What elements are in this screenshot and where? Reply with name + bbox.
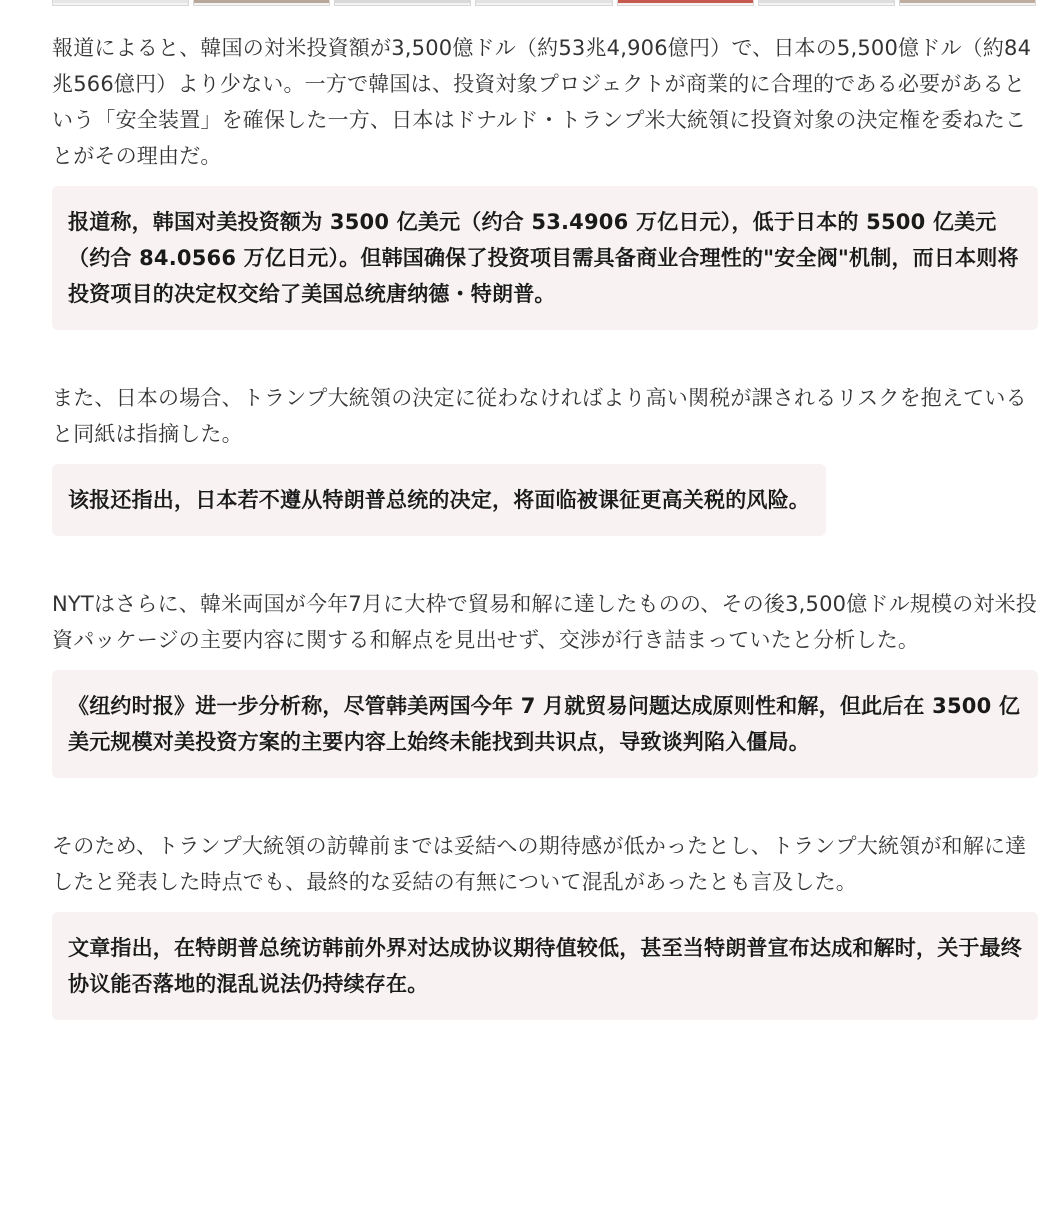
- chinese-translation-box: 报道称，韩国对美投资额为 3500 亿美元（约合 53.4906 万亿日元），低于日本的 5500 亿美元（约合 84.0566 万亿日元）。但韩国确保了投资项目需具备商业合理性的"安全阀"机制，而日本则将投资项目的决定权交给了美国总统唐纳德・特朗普。: [52, 186, 1038, 330]
- image-thumbnail-strip: [52, 0, 1036, 6]
- thumbnail-image[interactable]: [899, 0, 1036, 6]
- paragraph-spacer: [52, 536, 1038, 586]
- article-body: [52, 30, 1038, 1020]
- chinese-translation-box: 该报还指出，日本若不遵从特朗普总统的决定，将面临被课征更高关税的风险。: [52, 464, 826, 536]
- thumbnail-image[interactable]: [52, 0, 189, 6]
- thumbnail-image[interactable]: [193, 0, 330, 6]
- thumbnail-image[interactable]: [758, 0, 895, 6]
- japanese-paragraph: また、日本の場合、トランプ大統領の決定に従わなければより高い関税が課されるリスクを抱えていると同紙は指摘した。: [52, 386, 1027, 446]
- thumbnail-image[interactable]: [475, 0, 612, 6]
- chinese-translation-box: 文章指出，在特朗普总统访韩前外界对达成协议期待值较低，甚至当特朗普宣布达成和解时，关于最终协议能否落地的混乱说法仍持续存在。: [52, 912, 1038, 1020]
- japanese-paragraph: 報道によると、韓国の対米投資額が3,500億ドル（約53兆4,906億円）で、日本の5,500億ドル（約84兆566億円）より少ない。一方で韓国は、投資対象プロジェクトが商業的に合理的である必要があるという「安全装置」を確保した一方、日本はドナルド・トランプ米大統領に投資対象の決定権を委ねたことがその理由だ。: [52, 36, 1032, 168]
- paragraph-spacer: [52, 330, 1038, 380]
- japanese-paragraph: NYTはさらに、韓米両国が今年7月に大枠で貿易和解に達したものの、その後3,500億ドル規模の対米投資パッケージの主要内容に関する和解点を見出せず、交渉が行き詰まっていたと分析した。: [52, 592, 1037, 652]
- thumbnail-image[interactable]: [617, 0, 754, 6]
- thumbnail-image[interactable]: [334, 0, 471, 6]
- japanese-paragraph: そのため、トランプ大統領の訪韓前までは妥結への期待感が低かったとし、トランプ大統領が和解に達したと発表した時点でも、最終的な妥結の有無について混乱があったとも言及した。: [52, 834, 1027, 894]
- paragraph-spacer: [52, 778, 1038, 828]
- chinese-translation-box: 《纽约时报》进一步分析称，尽管韩美两国今年 7 月就贸易问题达成原则性和解，但此后在 3500 亿美元规模对美投资方案的主要内容上始终未能找到共识点，导致谈判陷入僵局。: [52, 670, 1038, 778]
